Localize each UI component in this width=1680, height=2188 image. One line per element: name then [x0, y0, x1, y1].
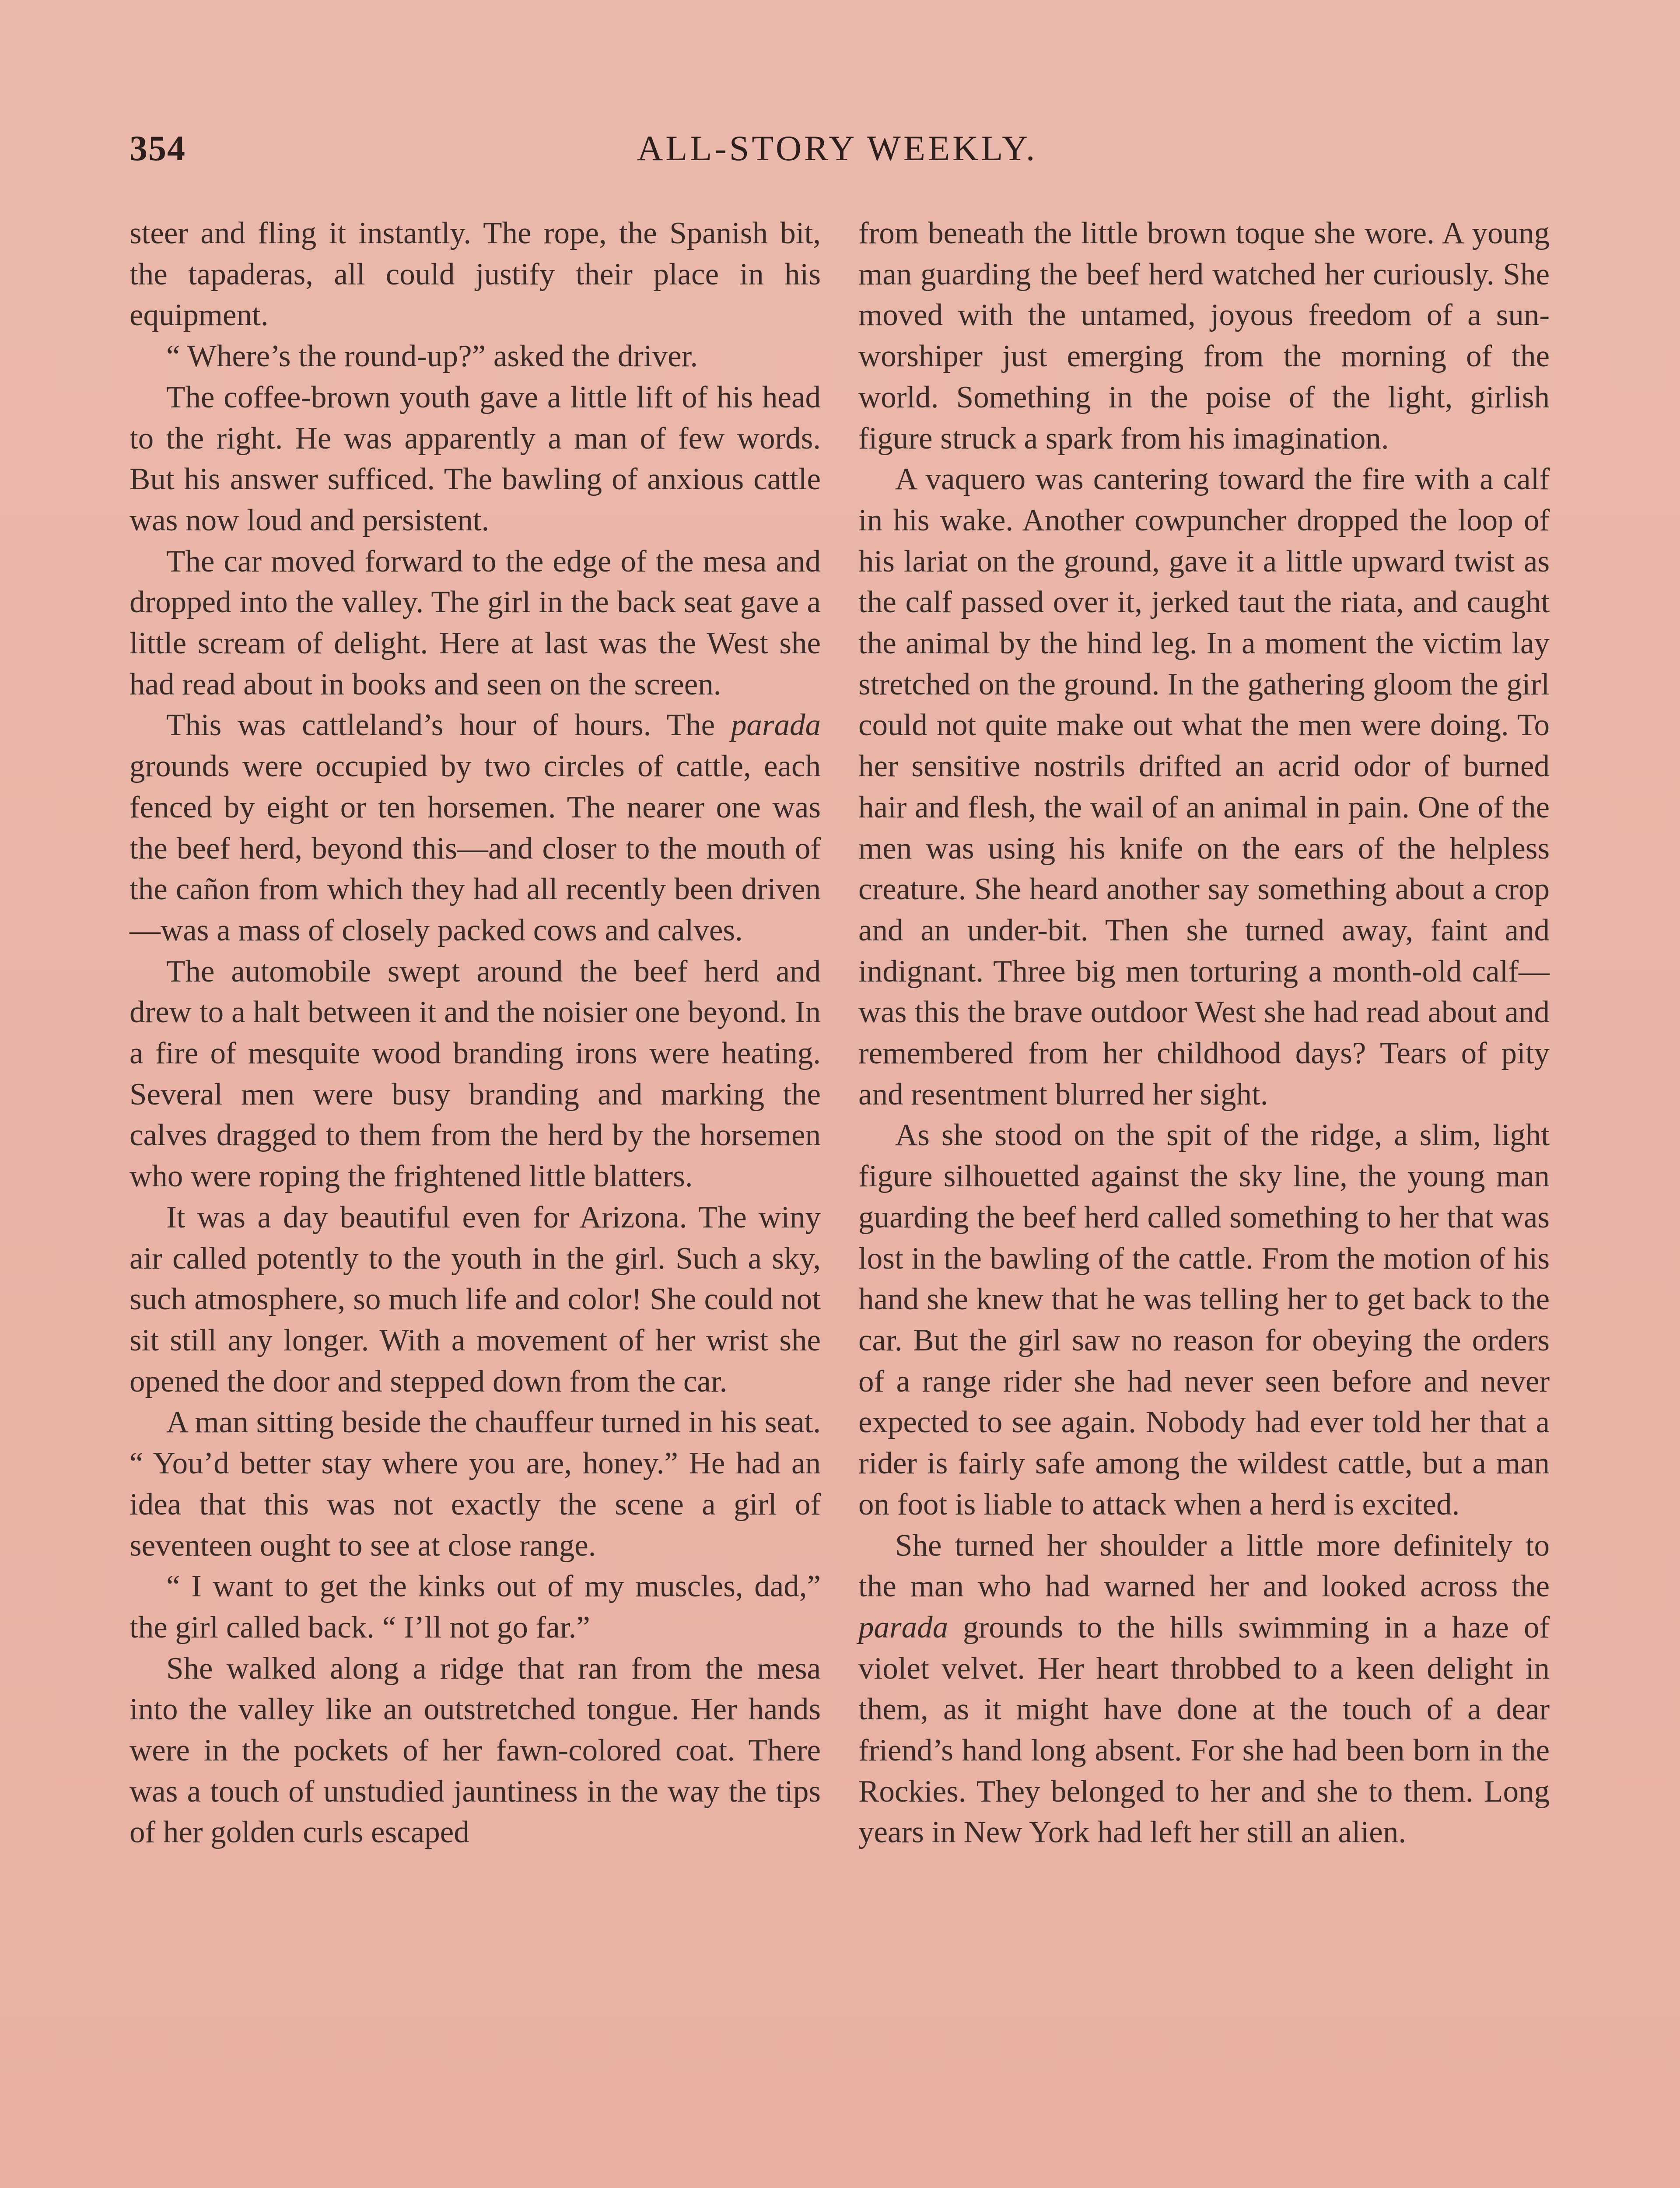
right-column — [858, 213, 1550, 1853]
paragraph — [858, 1525, 1550, 1854]
paragraph — [130, 705, 821, 951]
paragraph: steer and fling it instantly. The rope, the Spanish bit, the tapaderas, all could justify their place in his equipment. — [130, 216, 821, 333]
page-header — [130, 128, 1551, 185]
paragraph-text: She turned her shoulder a little more definitely to the man who had warned her and looked across the — [858, 1528, 1550, 1604]
italic-word: parada — [858, 1610, 948, 1645]
paragraph: from beneath the little brown toque she wore. A young man guarding the beef herd watched her curiously. She moved with the untamed, joyous freedom of a sun-worshiper just emerging from the morning of the world. Something in the poise of the light, girlish figure struck a spark from his imagination. — [858, 216, 1550, 456]
paragraph: A vaquero was cantering toward the fire with a calf in his wake. Another cowpuncher dropped the loop of his lariat on the ground, gave it a little upward twist as the calf passed over it, jerked taut the riata, and caught the animal by the hind leg. In a moment the victim lay stretched on the ground. In the gathering gloom the girl could not quite make out what the men were doing. To her sensitive nostrils drifted an acrid odor of burned hair and flesh, the wail of an animal in pain. One of the men was using his knife on the ears of the helpless creature. She heard another say something about a crop and an under-bit. Then she turned away, faint and indignant. Three big men torturing a month-old calf—was this the brave outdoor West she had read about and remembered from her childhood days? Tears of pity and resentment blurred her sight. — [858, 462, 1550, 1112]
paragraph: As she stood on the spit of the ridge, a slim, light figure silhouetted against the sky line, the young man guarding the beef herd called something to her that was lost in the bawling of the cattle. From the motion of his hand she knew that he was telling her to get back to the car. But the girl saw no reason for obeying the orders of a range rider she had never seen before and never expected to see again. Nobody had ever told her that a rider is fairly safe among the wildest cattle, but a man on foot is liable to attack when a herd is excited. — [858, 1118, 1550, 1522]
paragraph: “ I want to get the kinks out of my muscles, dad,” the girl called back. “ I’ll not go far.” — [130, 1569, 821, 1645]
running-head: ALL-STORY WEEKLY. — [637, 128, 1038, 168]
paragraph: It was a day beautiful even for Arizona. The winy air called potently to the youth in the girl. Such a sky, such atmosphere, so much life and color! She could not sit still any longer. With a movement of her wrist she opened the door and stepped down from the car. — [130, 1200, 821, 1399]
paragraph: The coffee-brown youth gave a little lift of his head to the right. He was apparently a man of few words. But his answer sufficed. The bawling of anxious cattle was now loud and persistent. — [130, 380, 821, 537]
paragraph-text: grounds to the hills swimming in a haze of violet velvet. Her heart throbbed to a keen delight in them, as it might have done at the touch of a dear friend’s hand long absent. For she had been born in the Rockies. They belonged to her and she to them. Long years in New York had left her still an alien. — [858, 1610, 1550, 1850]
paragraph-text: This was cattleland’s hour of hours. The — [166, 708, 731, 743]
paragraph-text: grounds were occupied by two circles of cattle, each fenced by eight or ten horsemen. The nearer one was the beef herd, beyond this—and closer to the mouth of the cañon from which they had all recently been driven—was a mass of closely packed cows and calves. — [130, 749, 821, 947]
paragraph: She walked along a ridge that ran from the mesa into the valley like an outstretched tongue. Her hands were in the pockets of her fawn-colored coat. There was a touch of unstudied jauntiness in the way the tips of her golden curls escaped — [130, 1651, 821, 1850]
left-column — [130, 213, 821, 1853]
paragraph: “ Where’s the round-up?” asked the driver. — [166, 339, 698, 374]
paragraph: The automobile swept around the beef herd and drew to a halt between it and the noisier one beyond. In a fire of mesquite wood branding irons were heating. Several men were busy branding and marking the calves dragged to them from the herd by the horsemen who were roping the frightened little blatters. — [130, 954, 821, 1194]
paragraph: The car moved forward to the edge of the mesa and dropped into the valley. The girl in the back seat gave a little scream of delight. Here at last was the West she had read about in books and seen on the screen. — [130, 544, 821, 701]
page-number: 354 — [130, 128, 186, 168]
italic-word: parada — [731, 708, 821, 743]
paragraph: A man sitting beside the chauffeur turned in his seat. “ You’d better stay where you are, honey.” He had an idea that this was not exactly the scene a girl of seventeen ought to see at close range. — [130, 1405, 821, 1563]
